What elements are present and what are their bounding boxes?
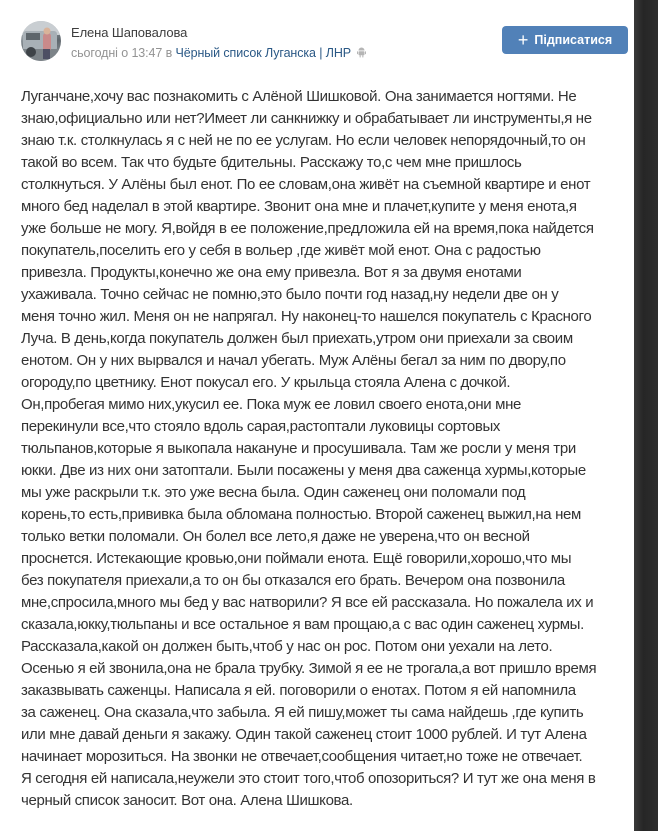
post-text-line: покупатель,поселить его у себя в вольер ,где живёт мой енот. Она с радостью	[21, 242, 541, 259]
post-text	[21, 86, 629, 812]
post-text-line: сказала,юкку,тюльпаны и все остальное я вам прощаю,а с вас один саженец хурмы.	[21, 616, 584, 633]
post-text-line: мне,спросила,много мы бед у вас натворили? Я все ей рассказала. Но пожалела их и	[21, 594, 594, 611]
post-text-line: уже больше не могу. Я,войдя в ее положение,предложила ей на время,пока найдется	[21, 220, 594, 237]
post-text-line: тюльпанов,которые я выкопала накануне и просушивала. Там же росли у меня три	[21, 440, 576, 457]
post-timestamp[interactable]: сьогодні о 13:47	[71, 46, 163, 60]
subscribe-button[interactable]	[502, 26, 628, 54]
group-link[interactable]: Чёрный список Луганска | ЛНР	[175, 46, 352, 60]
post-text-line: перекинули все,что стояло вдоль сарая,растоптали луковицы сортовых	[21, 418, 501, 435]
post-text-line: огороду,по цветнику. Енот покусал его. У крыльца стояла Алена с дочкой.	[21, 374, 511, 391]
avatar-photo	[21, 21, 61, 61]
post-text-line: привезла. Продукты,конечно же она ему привезла. Вот я за двумя енотами	[21, 264, 522, 281]
post-text-line: знаю,официально или нет?Имеет ли санкнижку и обрабатывает ли инструменты,я не	[21, 110, 592, 127]
post-text-line: Луганчане,хочу вас познакомить с Алёной Шишковой. Она занимается ногтями. Не	[21, 88, 577, 105]
post-text-line: корень,то есть,прививка была обломана полностью. Второй саженец выжил,на нем	[21, 506, 581, 523]
post-text-line: только ветки поломали. Он болел все лето,я даже не уверена,что он весной	[21, 528, 530, 545]
post-text-line: Рассказала,какой он должен быть,чтоб у нас он рос. Потом они уехали на лето.	[21, 638, 553, 655]
post-text-line: енотом. Он у них вырвался и начал убегать. Муж Алёны бегал за ним по двору,по	[21, 352, 566, 369]
post-text-line: начинает морозиться. На звонки не отвечает,сообщения читает,но тоже не отвечает.	[21, 748, 583, 765]
in-word: в	[165, 46, 173, 60]
post-text-line: юкки. Две из них они затоптали. Были посажены у меня два саженца хурмы,которые	[21, 462, 586, 479]
author-name[interactable]: Елена Шаповалова	[71, 25, 188, 40]
post-text-line: ухаживала. Точно сейчас не помню,это было почти год назад,ну недели две он у	[21, 286, 559, 303]
post-text-line: такой во всем. Так что будьте бдительны. Расскажу то,с чем мне пришлось	[21, 154, 522, 171]
post-text-line: мы уже раскрыли т.к. это уже весна была. Один саженец они поломали под	[21, 484, 526, 501]
post-text-line: меня точно жил. Меня он не напрягал. Ну наконец-то нашелся покупатель с Красного	[21, 308, 592, 325]
plus-icon: +	[517, 30, 529, 50]
window-edge	[634, 0, 658, 831]
post-text-line: заказвывать саженцы. Написала я ей. поговорили о енотах. Потом я ей напомнила	[21, 682, 576, 699]
post-text-line: знаю т.к. столкнулась я с ней не по ее услугам. Но если человек непорядочный,то он	[21, 132, 586, 149]
post-text-line: за саженец. Она сказала,что забыла. Я ей пишу,может ты сама найдешь ,где купить	[21, 704, 584, 721]
post-text-line: без покупателя приехали,а то он бы отказался его брать. Вечером она позвонила	[21, 572, 565, 589]
post-header	[0, 0, 634, 80]
post-text-line: Осенью я ей звонила,она не брала трубку. Зимой я ее не трогала,а вот пришло время	[21, 660, 597, 677]
author-avatar[interactable]	[21, 21, 61, 61]
post-text-line: проснется. Истекающие кровью,они поймали енота. Ещё говорили,хорошо,что мы	[21, 550, 572, 567]
android-icon	[357, 47, 366, 61]
post-text-line: Он,пробегая мимо них,укусил ее. Пока муж ее ловил своего енота,они мне	[21, 396, 522, 413]
post-text-line: черный список заносит. Вот она. Алена Шишкова.	[21, 792, 353, 809]
subscribe-label: Підписатися	[534, 33, 613, 47]
post-meta	[71, 46, 366, 61]
post-text-line: Я сегодня ей написала,неужели это стоит того,чтоб опозориться? И тут же она меня в	[21, 770, 596, 787]
post-text-line: много бед наделал в этой квартире. Звонит она мне и плачет,купите у меня енота,я	[21, 198, 577, 215]
post-text-line: Луча. В день,когда покупатель должен был приехать,утром они приехали за своим	[21, 330, 573, 347]
post-text-line: или мне давай деньги я закажу. Один такой саженец стоит 1000 рублей. И тут Алена	[21, 726, 587, 743]
post-text-line: столкнуться. У Алёны был енот. По ее словам,она живёт на съемной квартире и енот	[21, 176, 591, 193]
